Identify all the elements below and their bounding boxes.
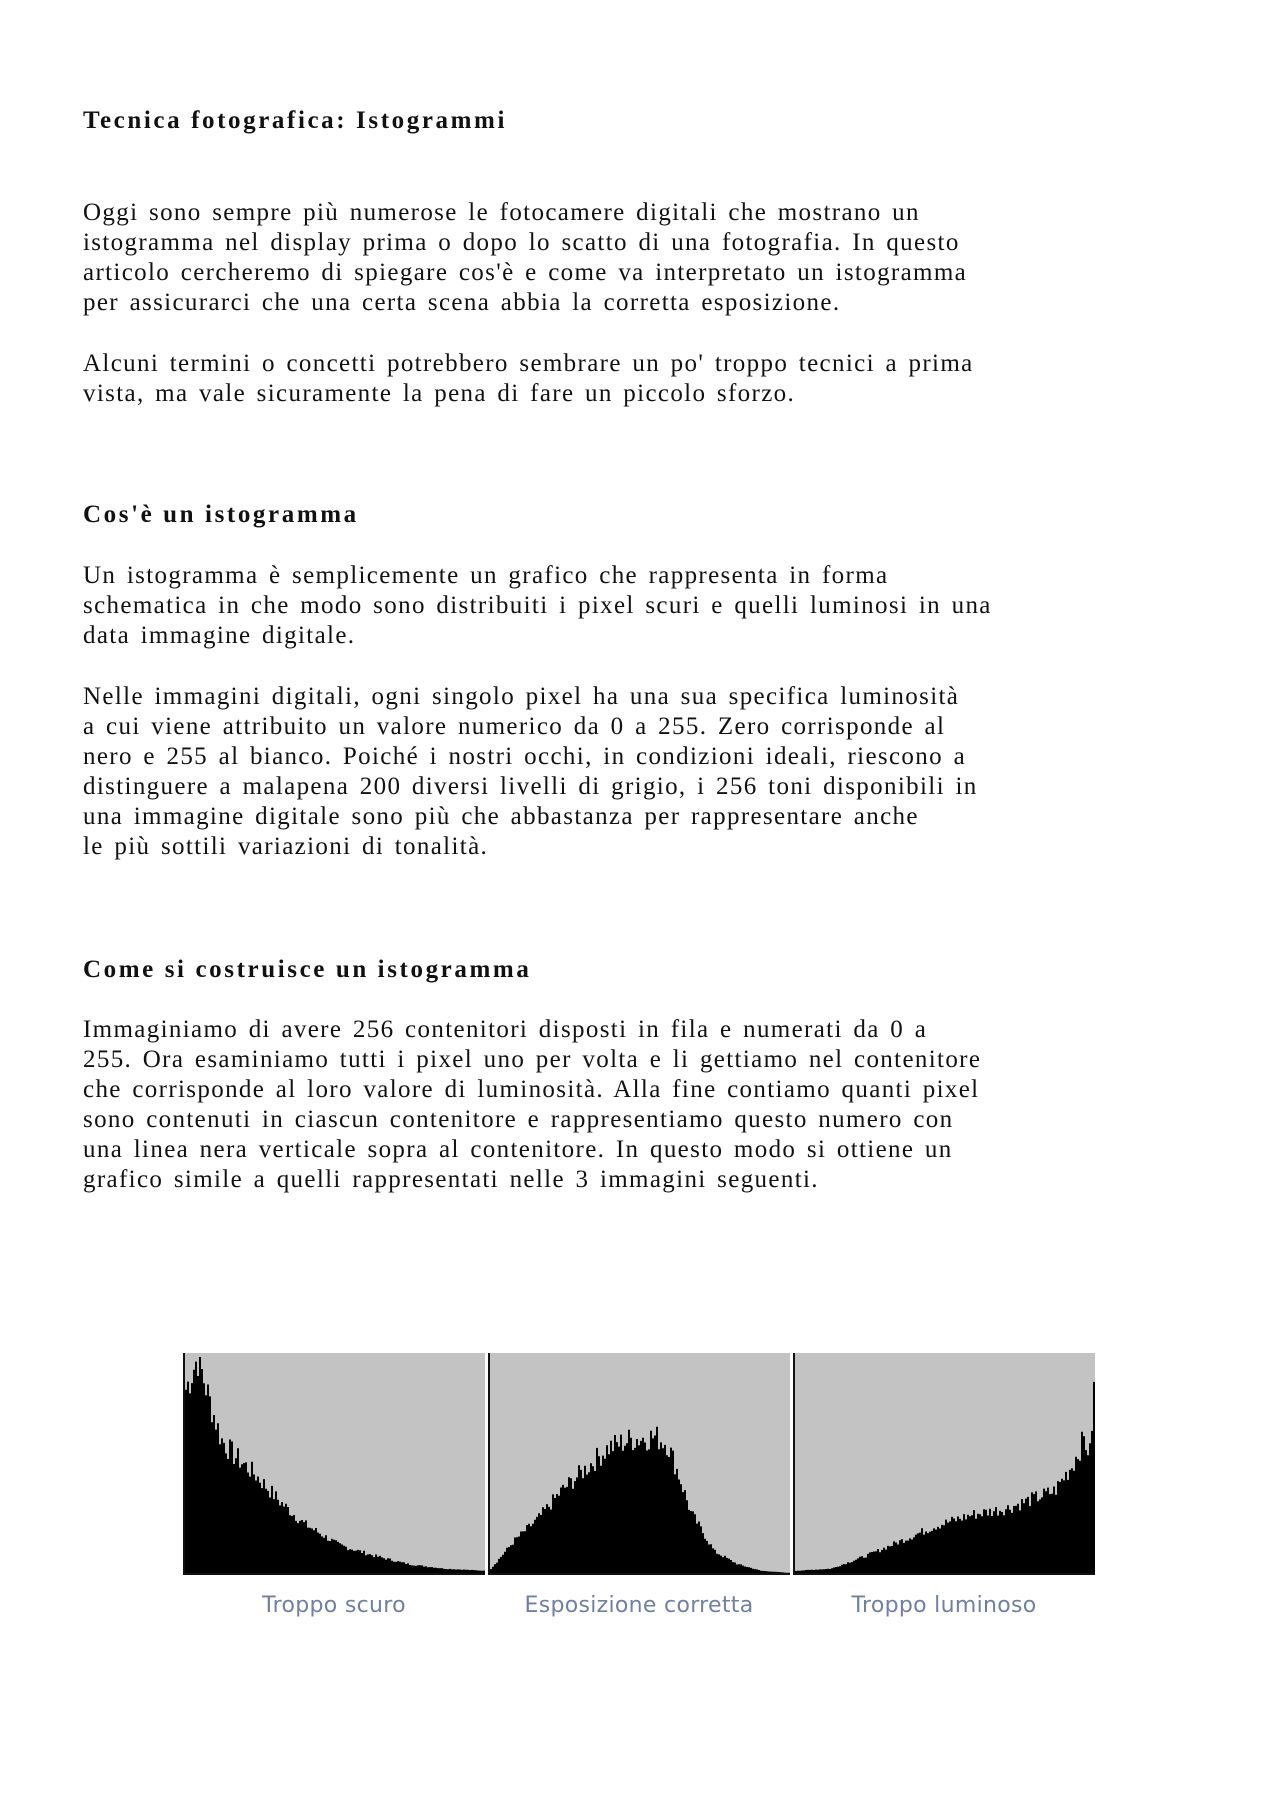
histogram-too-bright-chart: [795, 1353, 1095, 1573]
histogram-too-dark: [183, 1353, 485, 1575]
section1-paragraph-1: Un istogramma è semplicemente un grafico che rappresenta in forma schematica in che modo sono distribuiti i pixel scuri e quelli luminosi in una data immagine digitale.: [83, 562, 992, 649]
histogram-correct-exposure: [488, 1353, 790, 1575]
histogram-too-bright-area: [795, 1357, 1095, 1573]
section-heading-come-si-costruisce: Come si costruisce un istogramma: [83, 956, 532, 983]
caption-too-dark: Troppo scuro: [262, 1593, 406, 1618]
intro-paragraph-2: Alcuni termini o concetti potrebbero sembrare un po' troppo tecnici a prima vista, ma vale sicuramente la pena di fare un piccolo sforzo.: [83, 350, 974, 407]
histogram-too-bright: [793, 1353, 1095, 1575]
histogram-too-dark-chart: [185, 1353, 485, 1573]
histogram-correct-exposure-chart: [490, 1353, 790, 1573]
histogram-figure: [183, 1353, 1089, 1623]
page-title: Tecnica fotografica: Istogrammi: [83, 107, 508, 134]
intro-paragraph-1: Oggi sono sempre più numerose le fotocamere digitali che mostrano un istogramma nel display prima o dopo lo scatto di una fotografia. In questo articolo cercheremo di spiegare cos'è e come va interpretato un istogramma per assicurarci che una certa scena abbia la corretta esposizione.: [83, 199, 968, 316]
caption-correct-exposure: Esposizione corretta: [524, 1593, 754, 1618]
histogram-too-dark-area: [185, 1357, 485, 1573]
section2-paragraph-1: Immaginiamo di avere 256 contenitori disposti in fila e numerati da 0 a 255. Ora esaminiamo tutti i pixel uno per volta e li gettiamo nel contenitore che corrisponde al loro valore di luminosità. Alla fine contiamo quanti pixel sono contenuti in ciascun contenitore e rappresentiamo questo numero con una linea nera verticale sopra al contenitore. In questo modo si ottiene un grafico simile a quelli rappresentati nelle 3 immagini seguenti.: [83, 1016, 982, 1193]
histogram-correct-exposure-area: [490, 1427, 790, 1573]
section-heading-cos-e: Cos'è un istogramma: [83, 501, 359, 528]
section1-paragraph-2: Nelle immagini digitali, ogni singolo pixel ha una sua specifica luminosità a cui viene attribuito un valore numerico da 0 a 255. Zero corrisponde al nero e 255 al bianco. Poiché i nostri occhi, in condizioni ideali, riescono a distinguere a malapena 200 diversi livelli di grigio, i 256 toni disponibili in una immagine digitale sono più che abbastanza per rappresentare anche le più sottili variazioni di tonalità.: [83, 683, 978, 860]
caption-too-bright: Troppo luminoso: [851, 1593, 1037, 1618]
